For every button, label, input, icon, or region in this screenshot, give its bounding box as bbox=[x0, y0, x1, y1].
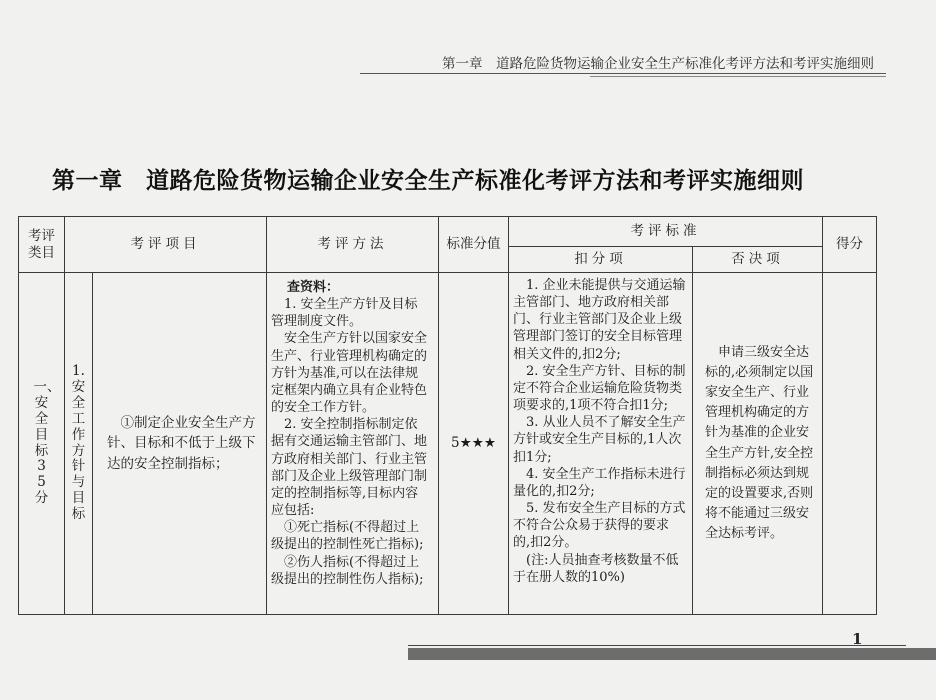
deduction-line: 1. 企业未能提供与交通运输主管部门、地方政府相关部门、行业主管部门及企业上级管理部门签订的安全目标管理相关文件的,扣2分; bbox=[513, 278, 686, 362]
chapter-title: 第一章 道路危险货物运输企业安全生产标准化考评方法和考评实施细则 bbox=[52, 167, 804, 194]
running-header bbox=[0, 48, 936, 72]
page-number: 1 bbox=[852, 630, 863, 648]
deduction-line: 5. 发布安全生产目标的方式不符合公众易于获得的要求的,扣2分。 bbox=[513, 501, 686, 551]
method-line: 1. 安全生产方针及目标管理制度文件。 bbox=[271, 297, 418, 330]
veto-cell: 申请三级安全达标的,必须制定以国家安全生产、行业管理机构确定的方针为基准的企业安全生产方针,安全控制指标必须达到规定的设置要求,否则将不能通过三级安全达标考评。 bbox=[693, 273, 823, 615]
header-result: 得分 bbox=[823, 217, 877, 273]
score-cell: 5★★★ bbox=[439, 273, 509, 615]
header-item: 考评项目 bbox=[65, 217, 267, 273]
result-cell bbox=[823, 273, 877, 615]
method-line: 安全生产方针以国家安全生产、行业管理机构确定的方针为基准,可以在法律规定框架内确立具有企业特色的安全工作方针。 bbox=[271, 331, 428, 416]
deduction-line: 3. 从业人员不了解安全生产方针或安全生产目标的,1人次扣1分; bbox=[513, 415, 686, 465]
header-score: 标准分值 bbox=[439, 217, 509, 273]
footer-rule bbox=[408, 645, 906, 646]
evaluation-table bbox=[18, 216, 877, 615]
method-lead: 查资料： bbox=[287, 280, 340, 295]
subcategory-cell: 1.安全工作方针与目标 bbox=[65, 273, 93, 615]
running-header-text: 第一章 道路危险货物运输企业安全生产标准化考评方法和考评实施细则 bbox=[442, 56, 874, 72]
method-cell bbox=[267, 273, 439, 615]
header-rule bbox=[360, 73, 886, 74]
footer-bar bbox=[408, 648, 936, 660]
header-category: 考评类目 bbox=[19, 217, 65, 273]
header-criteria: 考评标准 bbox=[509, 217, 823, 247]
deduction-note: (注:人员抽查考核数量不低于在册人数的10%) bbox=[513, 552, 679, 585]
header-method: 考评方法 bbox=[267, 217, 439, 273]
method-line: ①死亡指标(不得超过上级提出的控制性死亡指标); bbox=[271, 520, 424, 553]
category-cell: 一、安全目标35分 bbox=[19, 273, 65, 615]
deduction-line: 2. 安全生产方针、目标的制定不符合企业运输危险货物类项要求的,1项不符合扣1分; bbox=[513, 363, 686, 414]
deduction-line: 4. 安全生产工作指标未进行量化的,扣2分; bbox=[513, 466, 686, 499]
method-line: ②伤人指标(不得超过上级提出的控制性伤人指标); bbox=[271, 554, 424, 587]
deduction-cell bbox=[509, 273, 693, 615]
item-cell: ①制定企业安全生产方针、目标和不低于上级下达的安全控制指标； bbox=[93, 273, 267, 615]
header-veto: 否决项 bbox=[693, 247, 823, 273]
header-deduction: 扣分项 bbox=[509, 247, 693, 273]
method-line: 2. 安全控制指标制定依据有交通运输主管部门、地方政府相关部门、行业主管部门及企业上级管理部门制定的控制指标等,目标内容应包括: bbox=[271, 417, 428, 519]
header-rule-thin bbox=[590, 76, 886, 77]
